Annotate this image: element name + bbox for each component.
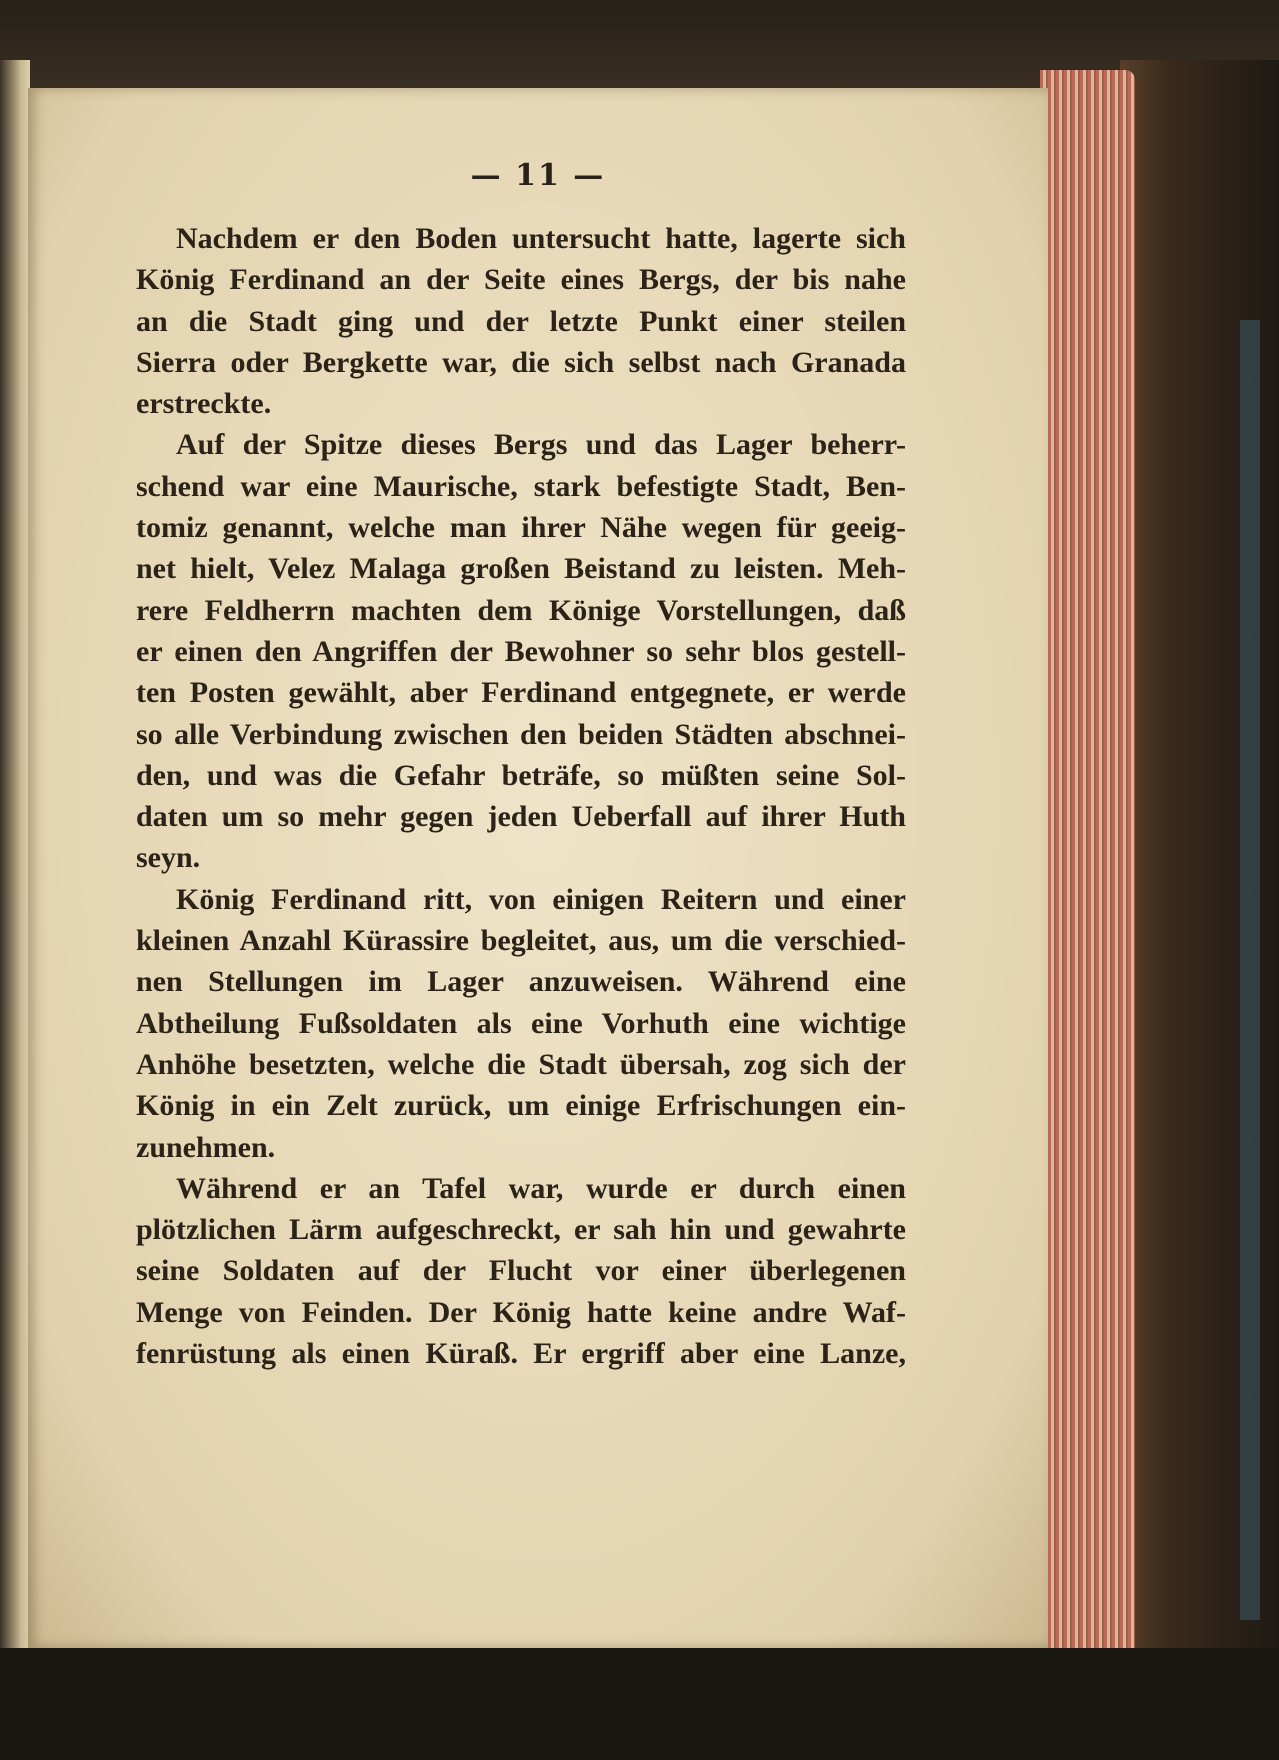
background-bottom bbox=[0, 1648, 1279, 1760]
text-line: seine Soldaten auf der Flucht vor einer überlegenen bbox=[136, 1254, 906, 1288]
text-line: tomiz genannt, welche man ihrer Nähe wegen für geeig- bbox=[136, 511, 906, 545]
text-line: fenrüstung als einen Küraß. Er ergriff aber eine Lanze, bbox=[136, 1337, 906, 1371]
paragraph bbox=[136, 424, 906, 878]
paragraph bbox=[136, 218, 906, 424]
text-line: seyn. bbox=[136, 841, 201, 875]
text-line: Menge von Feinden. Der König hatte keine andre Waf- bbox=[136, 1295, 906, 1329]
page-number: — 11 — bbox=[470, 158, 606, 193]
text-line: Während er an Tafel war, wurde er durch einen bbox=[176, 1171, 906, 1205]
paragraph bbox=[136, 879, 906, 1168]
text-line: Sierra oder Bergkette war, die sich selbst nach Granada bbox=[136, 345, 906, 379]
text-line: ten Posten gewählt, aber Ferdinand entgegnete, er werde bbox=[136, 676, 906, 710]
text-line: er einen den Angriffen der Bewohner so sehr blos gestell- bbox=[136, 634, 906, 668]
text-line: plötzlichen Lärm aufgeschreckt, er sah hin und gewahrte bbox=[136, 1213, 906, 1247]
text-line: König Ferdinand ritt, von einigen Reitern und einer bbox=[176, 882, 906, 916]
text-line: erstreckte. bbox=[136, 387, 272, 421]
text-line: an die Stadt ging und der letzte Punkt einer steilen bbox=[136, 304, 906, 338]
text-line: nen Stellungen im Lager anzuweisen. Während eine bbox=[136, 965, 906, 999]
book-gutter bbox=[0, 60, 30, 1660]
text-line: kleinen Anzahl Kürassire begleitet, aus, um die verschied- bbox=[136, 924, 906, 958]
text-line: Anhöhe besetzten, welche die Stadt übersah, zog sich der bbox=[136, 1047, 906, 1081]
text-line: Nachdem er den Boden untersucht hatte, lagerte sich bbox=[176, 222, 906, 255]
text-line: so alle Verbindung zwischen den beiden Städten abschnei- bbox=[136, 717, 906, 751]
text-line: König Ferdinand an der Seite eines Bergs, der bis nahe bbox=[136, 263, 906, 297]
cover-edge bbox=[1240, 320, 1260, 1620]
body-text bbox=[136, 218, 906, 1374]
text-line: Abtheilung Fußsoldaten als eine Vorhuth eine wichtige bbox=[136, 1006, 906, 1040]
text-line: rere Feldherrn machten dem Könige Vorstellungen, daß bbox=[136, 593, 906, 627]
text-line: schend war eine Maurische, stark befestigte Stadt, Ben- bbox=[136, 469, 906, 503]
text-line: König in ein Zelt zurück, um einige Erfrischungen ein- bbox=[136, 1089, 906, 1123]
text-line: Auf der Spitze dieses Bergs und das Lager beherr- bbox=[176, 428, 906, 462]
text-line: daten um so mehr gegen jeden Ueberfall auf ihrer Huth bbox=[136, 800, 906, 834]
paragraph bbox=[136, 1168, 906, 1374]
text-line: zunehmen. bbox=[136, 1130, 276, 1164]
page-edges bbox=[1040, 70, 1135, 1670]
text-line: net hielt, Velez Malaga großen Beistand zu leisten. Meh- bbox=[136, 552, 906, 586]
book-page bbox=[28, 88, 1048, 1648]
text-line: den, und was die Gefahr beträfe, so müßten seine Sol- bbox=[136, 758, 906, 792]
